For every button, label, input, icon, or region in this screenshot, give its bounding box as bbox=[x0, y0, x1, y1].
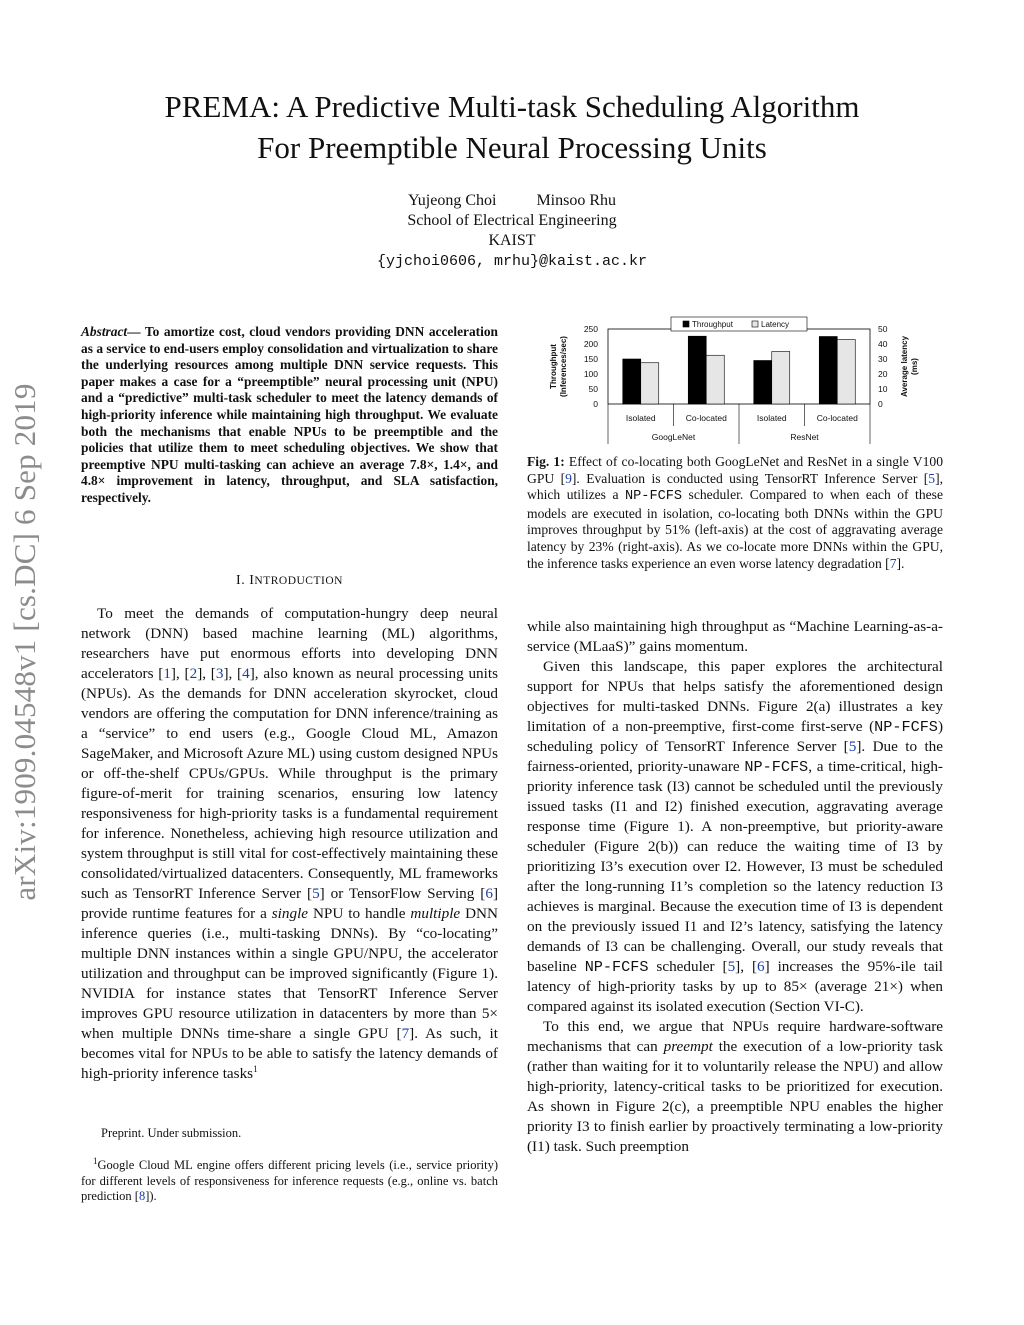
figure-1-caption: Fig. 1: Effect of co-locating both GoogLeNet and ResNet in a single V100 GPU [9]. Evaluation is conducted using TensorRT Inference Server [5], which utilizes a NP-FCFS scheduler. Compared to when each of these models are executed in isolation, co-locating both DNNs within the GPU improves throughput by 51% (left-axis) at the cost of aggravating average latency by 23% (right-axis). As we co-locate more DNNs within the GPU, the inference tasks experience an even worse latency degradation [7]. bbox=[527, 454, 944, 571]
title-line-1: PREMA: A Predictive Multi-task Scheduling Algorithm bbox=[164, 89, 860, 124]
preprint-note: Preprint. Under submission. bbox=[101, 1126, 242, 1140]
category-label: Isolated bbox=[625, 413, 656, 423]
y2-tick-label: 0 bbox=[878, 399, 883, 409]
citation-link[interactable]: 7 bbox=[401, 1025, 410, 1042]
legend-label-latency: Latency bbox=[761, 320, 790, 329]
citation-link[interactable]: 2 bbox=[189, 665, 198, 682]
y-tick-label: 50 bbox=[588, 384, 598, 394]
citation-link[interactable]: 6 bbox=[757, 958, 765, 975]
legend-label-throughput: Throughput bbox=[692, 320, 733, 329]
category-label: Isolated bbox=[756, 413, 787, 423]
y-tick-label: 200 bbox=[583, 339, 598, 349]
legend-swatch-latency bbox=[752, 321, 758, 327]
throughput-bar bbox=[688, 336, 706, 404]
intro-column bbox=[81, 604, 498, 1084]
y2-tick-label: 50 bbox=[878, 324, 888, 334]
section-number: I. bbox=[236, 573, 250, 588]
author-email: {yjchoi0606, mrhu}@kaist.ac.kr bbox=[376, 253, 648, 270]
footnote: $^1$Google Cloud ML engine offers different pricing levels (i.e., service priority) for different levels of responsiveness for inference requests (e.g., online vs. batch prediction [8]). bbox=[81, 1155, 498, 1203]
paper-title bbox=[60, 86, 964, 168]
abstract-text: To amortize cost, cloud vendors providing DNN acceleration as a service to end-users employ consolidation and virtualization to share the underlying resources among multiple DNN service requests. This paper makes a case for a “preemptible” neural processing unit (NPU) and a “predictive” multi-task scheduler to meet the latency demands of high-priority inference while maintaining high throughput. We evaluate both the mechanisms that enable NPUs to be preemptible and the policies that utilize them to meet scheduling objectives. We show that preemptive NPU multi-tasking can achieve an average 7.8×, 1.4×, and 4.8× improvement in latency, throughput, and SLA satisfaction, respectively. bbox=[81, 324, 498, 505]
intro-paragraph: To meet the demands of computation-hungry deep neural network (DNN) based machine learning (ML) algorithms, researchers have put enormous efforts into developing DNN accelerators [1], [2], [3], [4], also known as neural processing units (NPUs). As the demands for DNN acceleration skyrocket, cloud vendors are offering the computation for DNN inference/training as a “service” to end users (e.g., Google Cloud ML, Amazon SageMaker, and Microsoft Azure ML) using custom designed NPUs or off-the-shelf CPUs/GPUs. While throughput is the primary figure-of-merit for training scenarios, ensuring low latency responsiveness for high-priority tasks is a fundamental requirement for inference. Nonetheless, achieving high resource utilization and system throughput is still vital for cost-effectively maintaining these consolidated/virtualized datacenters. Consequently, ML frameworks such as TensorRT Inference Server [5] or TensorFlow Serving [6] provide runtime features for a single NPU to handle multiple DNN inference queries (i.e., multi-tasking DNNs). By “co-locating” multiple DNN instances within a single GPU/NPU, the accelerator utilization and throughput can be improved significantly (Figure 1). NVIDIA for instance states that TensorRT Inference Server improves GPU resource utilization in datacenters by more than 5× when multiple DNNs time-share a single GPU [7]. As such, it becomes vital for NPUs to be able to satisfy the latency demands of high-priority inference tasks$^1$ bbox=[81, 605, 498, 1082]
citation-link[interactable]: 5 bbox=[312, 885, 320, 902]
citation-link[interactable]: 5 bbox=[928, 470, 936, 486]
right-paragraph-2: To this end, we argue that NPUs require hardware-software mechanisms that can preempt the execution of a low-priority task (rather than waiting for it to voluntarily release the NPU) and allow high-priority, latency-critical tasks to be prioritized for execution. As shown in Figure 2(c), a preemptible NPU enables the higher priority I3 to finish earlier by proactively terminating a low-priority (I1) task. Such preemption bbox=[527, 1018, 943, 1155]
section-initial: I bbox=[249, 573, 255, 588]
abstract-dash: — bbox=[127, 324, 141, 339]
citation-link[interactable]: 3 bbox=[215, 665, 224, 682]
y-tick-label: 150 bbox=[583, 354, 598, 364]
citation-link[interactable]: 4 bbox=[242, 665, 250, 682]
group-label: GoogLeNet bbox=[651, 432, 696, 442]
figure-1-chart bbox=[540, 314, 940, 454]
category-label: Co-located bbox=[816, 413, 858, 423]
y-tick-label: 0 bbox=[593, 399, 598, 409]
y2-tick-label: 20 bbox=[878, 369, 888, 379]
y2-axis-title: Average latency bbox=[900, 335, 909, 398]
y-tick-label: 250 bbox=[583, 324, 598, 334]
latency-bar bbox=[772, 352, 790, 405]
throughput-bar bbox=[623, 359, 641, 404]
title-line-2: For Preemptible Neural Processing Units bbox=[257, 130, 767, 165]
y-axis-title: (Inferences/sec) bbox=[559, 336, 568, 397]
citation-link[interactable]: 8 bbox=[138, 1189, 146, 1203]
right-paragraph-1: Given this landscape, this paper explores the architectural support for NPUs that helps satisfy the aforementioned design objectives for multi-tasked DNNs. Figure 2(a) illustrates a key limitation of a non-preemptive, first-come first-serve (NP-FCFS) scheduling policy of TensorRT Inference Server [5]. Due to the fairness-oriented, priority-unaware NP-FCFS, a time-critical, high-priority inference task (I3) cannot be scheduled until the previously issued tasks (I1 and I2) finished execution, aggravating average response time (Figure 1). A non-preemptive, but priority-aware scheduler (Figure 2(b)) can reduce the waiting time of I3 by prioritizing I3’s execution over I2. However, I3 must be scheduled after the long-running I1’s completion so the latency reduction I3 achieves is marginal. Because the execution time of I3 is dependent on the previously issued I1 and I2’s latency, satisfying the latency demands of I3 can be challenging. Overall, our study reveals that baseline NP-FCFS scheduler [5], [6] increases the 95%-ile tail latency of high-priority tasks by up to 85× (average 21×) when compared against its isolated execution (Section VI-C). bbox=[527, 658, 943, 1015]
institution: KAIST bbox=[488, 232, 536, 249]
y2-tick-label: 30 bbox=[878, 354, 888, 364]
legend-swatch-throughput bbox=[683, 321, 689, 327]
y-tick-label: 100 bbox=[583, 369, 598, 379]
right-column bbox=[527, 617, 943, 1157]
right-paragraph-0: while also maintaining high throughput as “Machine Learning-as-a-service (MLaaS)” gains momentum. bbox=[527, 618, 943, 655]
footnote-marker: 1 bbox=[253, 1063, 258, 1074]
y2-axis-title: (ms) bbox=[910, 358, 919, 375]
abstract bbox=[81, 324, 498, 507]
affiliation: School of Electrical Engineering bbox=[407, 212, 617, 229]
citation-link[interactable]: 1 bbox=[163, 665, 171, 682]
abstract-lead: Abstract bbox=[81, 324, 128, 339]
latency-bar bbox=[641, 363, 659, 404]
section-title-rest: NTRODUCTION bbox=[254, 575, 343, 587]
author-name: Minsoo Rhu bbox=[536, 192, 617, 209]
y2-tick-label: 10 bbox=[878, 384, 888, 394]
citation-link[interactable]: 5 bbox=[727, 958, 736, 975]
citation-link[interactable]: 5 bbox=[848, 738, 857, 755]
throughput-bar bbox=[754, 361, 772, 405]
group-label: ResNet bbox=[790, 432, 819, 442]
throughput-bar bbox=[819, 337, 837, 405]
citation-link[interactable]: 6 bbox=[485, 885, 493, 902]
category-label: Co-located bbox=[685, 413, 727, 423]
citation-link[interactable]: 7 bbox=[889, 555, 897, 571]
author-name: Yujeong Choi bbox=[407, 192, 497, 209]
arxiv-watermark: arXiv:1909.04548v1 [cs.DC] 6 Sep 2019 bbox=[7, 383, 42, 901]
y-axis-title: Throughput bbox=[549, 344, 558, 389]
latency-bar bbox=[837, 340, 855, 405]
section-heading bbox=[81, 573, 498, 589]
y2-tick-label: 40 bbox=[878, 339, 888, 349]
latency-bar bbox=[706, 355, 724, 404]
citation-link[interactable]: 9 bbox=[565, 470, 572, 486]
author-block bbox=[312, 191, 712, 272]
